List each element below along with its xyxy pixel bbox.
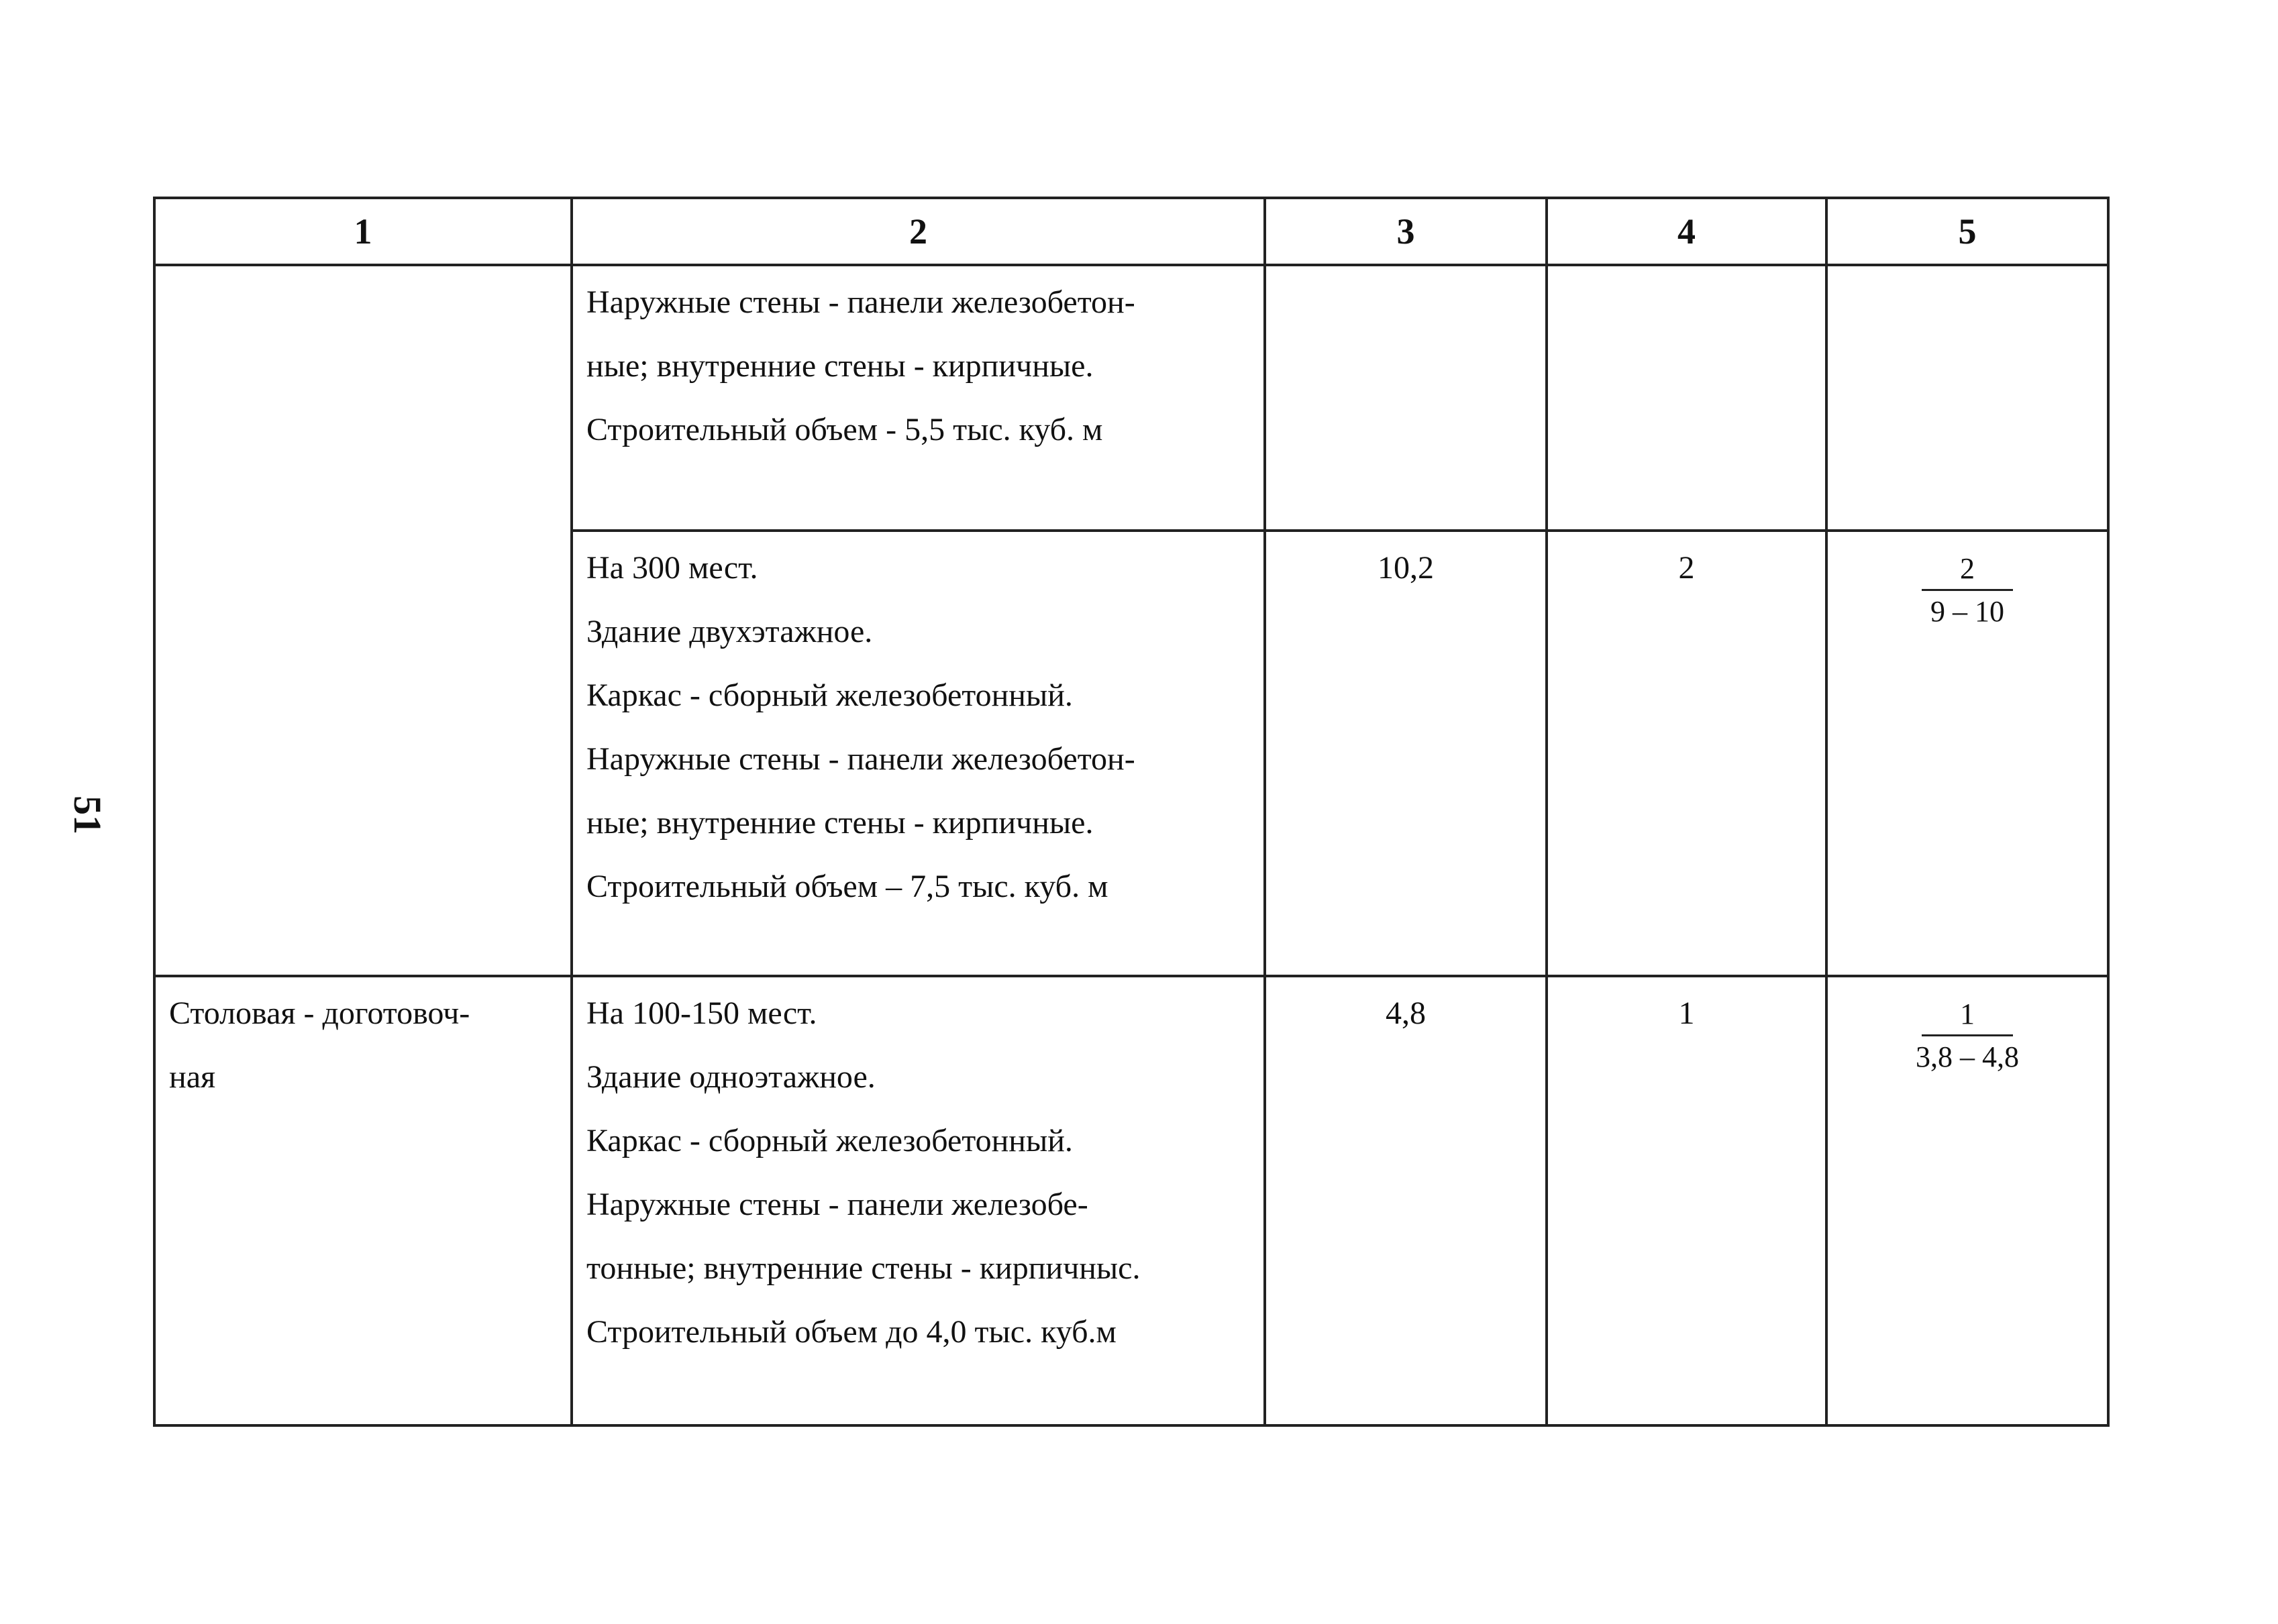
description-line: Каркас - сборный железобетонный.: [586, 1123, 1073, 1158]
description-line: Наружные стены - панели железобетон-: [586, 741, 1135, 777]
cell-col3: [1265, 265, 1547, 531]
cell-name: [154, 976, 572, 1425]
cell-col3: [1265, 531, 1547, 976]
cell-col3: [1265, 976, 1547, 1425]
cell-col5: [1826, 976, 2108, 1425]
description-line: тонные; внутренние стены - кирпичныс.: [586, 1250, 1141, 1286]
fraction-numerator: 2: [1922, 552, 2013, 591]
description-line: Строительный объем до 4,0 тыс. куб.м: [586, 1314, 1117, 1350]
cell-col4: [1547, 265, 1826, 531]
cell-col4: [1547, 531, 1826, 976]
column-header-5: 5: [1826, 198, 2108, 265]
fraction-denominator: 3,8 – 4,8: [1916, 1040, 2019, 1073]
cell-col5: [1826, 531, 2108, 976]
description-line: Здание двухэтажное.: [586, 614, 873, 649]
table-header-row: [154, 198, 2108, 265]
fraction-numerator: 1: [1922, 997, 2013, 1036]
cell-description: [572, 531, 1265, 976]
value-col4: 1: [1678, 995, 1695, 1031]
value-col3: 4,8: [1386, 995, 1426, 1031]
cell-description: [572, 265, 1265, 531]
column-header-3: 3: [1265, 198, 1547, 265]
column-header-1: 1: [154, 198, 572, 265]
cell-name: [154, 265, 572, 976]
fraction-value: [1916, 997, 2019, 1074]
description-line: Каркас - сборный железобетонный.: [586, 678, 1073, 713]
description-line: Здание одноэтажное.: [586, 1059, 876, 1095]
data-table: [153, 197, 2110, 1427]
cell-col5: [1826, 265, 2108, 531]
cell-col4: [1547, 976, 1826, 1425]
description-line: Строительный объем - 5,5 тыс. куб. м: [586, 412, 1103, 447]
description-line: Строительный объем – 7,5 тыс. куб. м: [586, 869, 1108, 904]
name-line: Столовая - доготовоч-: [169, 995, 470, 1031]
column-header-4: 4: [1547, 198, 1826, 265]
fraction-value: [1922, 552, 2013, 629]
cell-description: [572, 976, 1265, 1425]
description-line: ные; внутренние стены - кирпичные.: [586, 348, 1094, 384]
value-col4: 2: [1678, 550, 1695, 586]
table-row: [154, 976, 2108, 1425]
fraction-denominator: 9 – 10: [1930, 594, 2004, 628]
description-line: Наружные стены - панели железобетон-: [586, 284, 1135, 320]
page-number: 51: [66, 796, 109, 834]
description-line: На 300 мест.: [586, 550, 758, 586]
description-line: ные; внутренние стены - кирпичные.: [586, 805, 1094, 841]
column-header-2: 2: [572, 198, 1265, 265]
name-line: ная: [169, 1059, 216, 1095]
value-col3: 10,2: [1378, 550, 1434, 586]
table-row: [154, 265, 2108, 531]
description-line: Наружные стены - панели железобе-: [586, 1187, 1088, 1222]
description-line: На 100-150 мест.: [586, 995, 817, 1031]
